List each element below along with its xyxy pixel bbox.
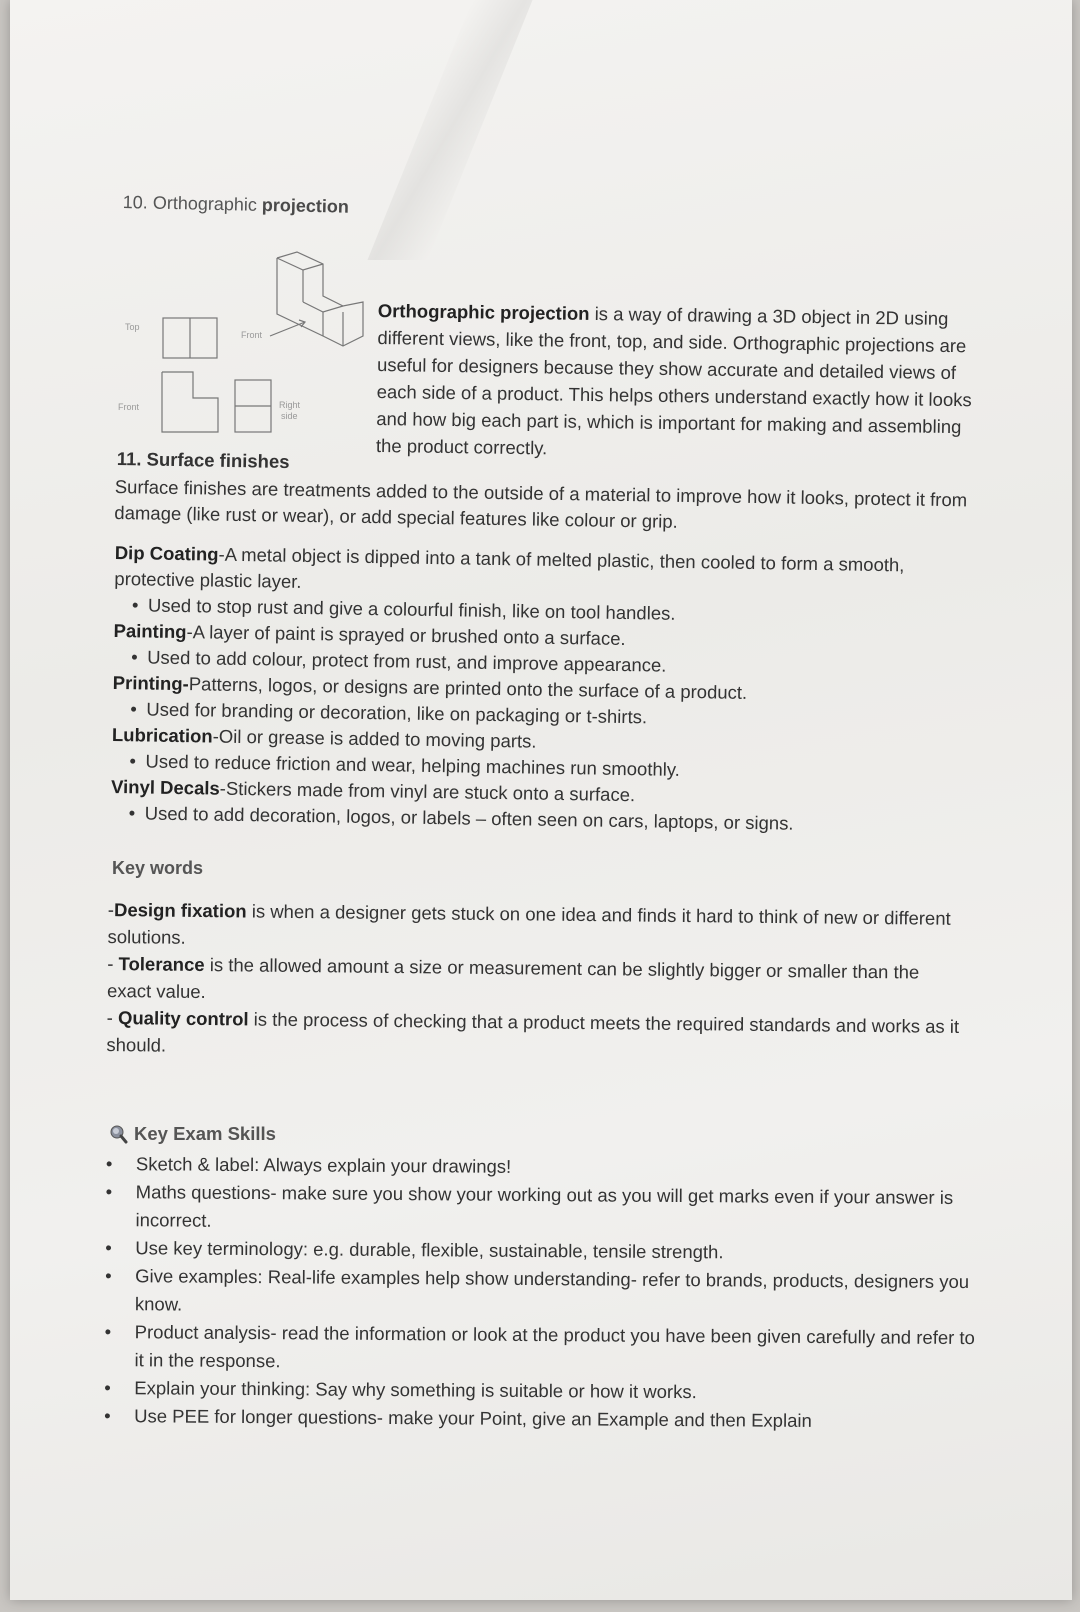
section-10-title-b: projection — [261, 194, 350, 217]
exam-skill-item: • Sketch & label: Always explain your drawings! — [102, 1150, 982, 1184]
paper-crease — [367, 0, 532, 260]
finish-desc: -Oil or grease is added to moving parts. — [212, 725, 537, 752]
label-front-view: Front — [118, 402, 140, 412]
finish-desc: -A metal object is dipped into a tank of melted plastic, then cooled to form a smooth, protective plastic layer. — [114, 543, 905, 592]
key-word-desc: is the allowed amount a size or measurement can be slightly bigger or smaller than the exact value. — [106, 954, 920, 1003]
surface-finishes-intro: Surface finishes are treatments added to the outside of a material to improve how it looks, protect it from damage (like rust or wear), or add special features like colour or grip. — [114, 475, 968, 532]
surface-finishes-intro-block — [114, 474, 975, 540]
magnifier-icon — [108, 1124, 128, 1144]
orthographic-term: Orthographic projection — [377, 299, 590, 324]
exam-skill-item: • Use PEE for longer questions- make your Point, give an Example and then Explain — [100, 1402, 980, 1436]
paper-sheet — [10, 0, 1072, 1600]
section-10-number: 10. — [122, 192, 149, 213]
label-front-arrow: Front — [241, 330, 263, 340]
label-top: Top — [125, 322, 140, 332]
exam-skills-heading — [108, 1123, 276, 1145]
key-word-item — [107, 950, 968, 1013]
section-11-heading: 11. Surface finishes — [116, 448, 290, 473]
surface-finishes-list — [111, 540, 975, 839]
finish-desc: -Stickers made from vinyl are stuck onto a surface. — [219, 777, 636, 806]
orthographic-description: is a way of drawing a 3D object in 2D using different views, like the front, top, and side. Orthographic projections are useful for designers because they show accurate and detailed views of each side of a product. This helps others understand exactly how it looks and how big each part is, which is important for making and assembling the product correctly. — [375, 302, 972, 458]
orthographic-paragraph — [376, 297, 988, 468]
key-word-prefix: - — [106, 1006, 119, 1029]
section-10-title-a: Orthographic — [152, 192, 258, 215]
exam-skills-list — [100, 1150, 982, 1436]
exam-skill-item: • Explain your thinking: Say why something is suitable or how it works. — [100, 1374, 980, 1408]
finish-use: • Used to stop rust and give a colourful finish, like on tool handles. — [132, 592, 974, 631]
finish-desc: -A layer of paint is sprayed or brushed onto a surface. — [186, 621, 626, 650]
orthographic-drawing — [115, 250, 375, 450]
finish-term: Lubrication — [111, 723, 213, 747]
finish-term: Painting — [113, 619, 187, 643]
finish-use: • Used to add colour, protect from rust, and improve appearance. — [131, 644, 973, 683]
key-word-term: Tolerance — [118, 953, 205, 976]
finish-term: Printing- — [112, 671, 189, 695]
key-word-prefix: - — [107, 898, 115, 921]
exam-skill-item: • Use key terminology: e.g. durable, flexible, sustainable, tensile strength. — [101, 1234, 981, 1268]
exam-skill-item: • Give examples: Real-life examples help show understanding- refer to brands, products, designers you know. — [101, 1262, 981, 1324]
section-10-heading — [123, 192, 350, 218]
key-word-item — [106, 1004, 967, 1067]
label-side: side — [281, 411, 298, 421]
key-word-item — [107, 896, 968, 959]
key-words-list — [106, 896, 968, 1067]
finish-use: • Used to add decoration, logos, or labels – often seen on cars, laptops, or signs. — [129, 800, 971, 839]
finish-term: Dip Coating — [114, 541, 219, 565]
exam-skill-item: • Maths questions- make sure you show your working out as you will get marks even if your answer is incorrect. — [101, 1178, 981, 1240]
exam-skill-item: • Product analysis- read the information or look at the product you have been given carefully and refer to it in the response. — [100, 1318, 980, 1380]
key-word-desc: is when a designer gets stuck on one idea and finds it hard to think of new or different solutions. — [107, 900, 951, 948]
key-word-desc: is the process of checking that a product meets the required standards and works as it should. — [106, 1008, 960, 1056]
key-word-term: Quality control — [117, 1007, 249, 1030]
key-word-prefix: - — [107, 952, 119, 975]
key-words-heading: Key words — [112, 858, 204, 878]
key-word-term: Design fixation — [113, 899, 247, 922]
finish-use: • Used for branding or decoration, like on packaging or t-shirts. — [130, 696, 972, 735]
label-right: Right — [279, 400, 301, 410]
exam-skills-title: Key Exam Skills — [134, 1123, 276, 1144]
orthographic-figure — [115, 250, 375, 450]
finish-term: Vinyl Decals — [110, 775, 220, 799]
finish-desc: Patterns, logos, or designs are printed onto the surface of a product. — [188, 673, 748, 703]
finish-use: • Used to reduce friction and wear, helping machines run smoothly. — [129, 748, 971, 787]
